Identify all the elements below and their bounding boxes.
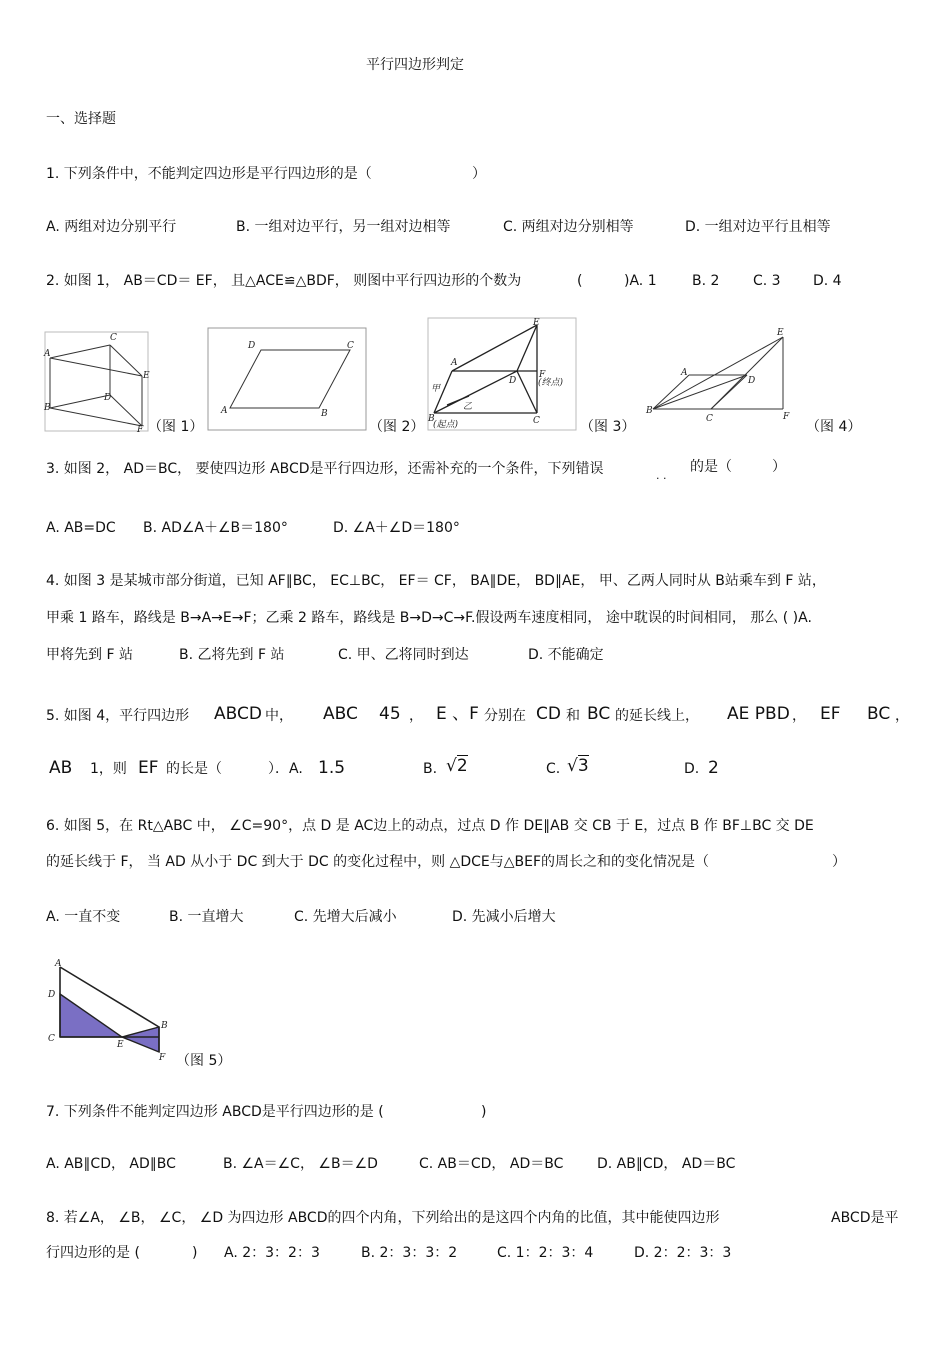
figure-3-caption: （图 3）: [580, 419, 636, 435]
q7-option-a: A. AB∥CD， AD∥BC: [46, 1156, 176, 1172]
q8-close-paren: ): [192, 1245, 198, 1261]
q5-option-b-value: √2: [446, 756, 468, 776]
figure-3: [427, 317, 579, 432]
q5-points-ef: E 、F: [436, 704, 479, 724]
q8-line-1: 8. 若∠A， ∠B， ∠C， ∠D 为四边形 ABCD的四个内角，下列给出的是这四个内角的比值，其中能使四边形: [46, 1210, 720, 1226]
q5-stem-part3: 分别在: [484, 708, 526, 724]
fig4-label-b: B: [646, 406, 653, 416]
q2-option-b: B. 2: [692, 273, 720, 289]
section-heading: 一、选择题: [46, 111, 116, 127]
q7-option-b: B. ∠A＝∠C， ∠B＝∠D: [223, 1156, 378, 1172]
q2-option-d: D. 4: [813, 273, 842, 289]
q1-stem: 1. 下列条件中，不能判定四边形是平行四边形的是（: [46, 166, 372, 182]
q3-close-paren: ）: [772, 459, 786, 475]
q5-angle-abc: ABC: [323, 704, 358, 724]
fig3-label-b: B: [428, 414, 435, 424]
q1-option-a: A. 两组对边分别平行: [46, 219, 177, 235]
figure-2: [207, 326, 369, 432]
fig4-label-d: D: [748, 376, 756, 386]
q3-stem-tail: 的是（: [690, 459, 732, 475]
fig3-label-f: F: [539, 370, 546, 380]
fig2-label-b: B: [321, 409, 328, 419]
q8-option-b: B. 2：3：3：2: [361, 1245, 458, 1261]
fig1-label-e: E: [143, 371, 150, 381]
q1-option-b: B. 一组对边平行，另一组对边相等: [236, 219, 451, 235]
fig3-label-yi: 乙: [463, 402, 473, 412]
q7-stem: 7. 下列条件不能判定四边形 ABCD是平行四边形的是 (: [46, 1104, 384, 1120]
q5-stem-part2: 中，: [265, 708, 293, 724]
q4-line-1: 4. 如图 3 是某城市部分街道，已知 AF∥BC， EC⊥BC， EF＝ CF， BA∥DE， BD∥AE， 甲、乙两人同时从 B站乘车到 F 站，: [46, 573, 826, 589]
fig3-label-jia: 甲: [431, 384, 441, 394]
fig1-label-f: F: [137, 425, 144, 433]
q8-option-c: C. 1：2：3：4: [497, 1245, 594, 1261]
q6-option-d: D. 先减小后增大: [452, 909, 556, 925]
figure-5-caption: （图 5）: [176, 1053, 232, 1069]
fig2-label-d: D: [248, 341, 256, 351]
q6-option-a: A. 一直不变: [46, 909, 121, 925]
q5-comma-3: ，: [895, 708, 909, 724]
q8-option-a: A. 2：3：2：3: [224, 1245, 320, 1261]
q7-option-c: C. AB＝CD， AD＝BC: [419, 1156, 564, 1172]
q6-option-b: B. 一直增大: [169, 909, 244, 925]
q3-option-a: A. AB=DC: [46, 520, 116, 536]
q4-option-c: C. 甲、乙将同时到达: [338, 647, 469, 663]
q5-option-c-radicand: 3: [577, 756, 589, 776]
fig1-label-d: D: [104, 393, 112, 403]
q5-line-bc: BC: [587, 704, 611, 724]
fig3-label-e: E: [533, 318, 540, 328]
figure-4: [644, 325, 802, 425]
q3-stem: 3. 如图 2， AD＝BC， 要使四边形 ABCD是平行四边形，还需补充的一个条件，下列错误: [46, 461, 604, 477]
fig3-label-a: A: [451, 358, 458, 368]
q5-ab-value: 1，则: [90, 761, 127, 777]
fig5-label-c: C: [48, 1034, 55, 1044]
q6-option-c: C. 先增大后减小: [294, 909, 397, 925]
fig4-label-a: A: [681, 368, 688, 378]
q1-option-d: D. 一组对边平行且相等: [685, 219, 831, 235]
fig4-label-e: E: [777, 328, 784, 338]
page-title: 平行四边形判定: [366, 57, 464, 73]
q5-ae-parallel-bd: AE PBD: [727, 704, 790, 724]
q5-option-a-value: 1.5: [318, 758, 346, 778]
fig5-label-d: D: [48, 990, 56, 1000]
fig4-label-c: C: [706, 414, 713, 424]
fig5-label-f: F: [159, 1053, 166, 1061]
q5-line-cd: CD: [536, 704, 561, 724]
q5-option-d-label: D.: [684, 761, 700, 777]
q8-option-d: D. 2：2：3：3: [634, 1245, 732, 1261]
fig2-label-a: A: [221, 406, 228, 416]
q5-ab: AB: [49, 758, 73, 778]
fig5-label-a: A: [55, 959, 62, 969]
figure-5-triangle-bef: [122, 1027, 159, 1052]
fig2-label-c: C: [347, 341, 354, 351]
q6-line-1: 6. 如图 5，在 Rt△ABC 中， ∠C=90°，点 D 是 AC边上的动点，过点 D 作 DE∥AB 交 CB 于 E，过点 B 作 BF⊥BC 交 DE: [46, 818, 814, 834]
fig3-label-d: D: [509, 376, 517, 386]
q5-option-b-radicand: 2: [456, 756, 468, 776]
q1-close-paren: ）: [472, 166, 486, 182]
q3-emphasis-dots: . .: [656, 469, 667, 482]
fig4-label-f: F: [783, 412, 790, 422]
q5-ef-perp: EF: [820, 704, 841, 724]
q4-option-b: B. 乙将先到 F 站: [179, 647, 285, 663]
fig3-label-end: (终点): [538, 378, 564, 388]
q5-stem-part4: 的延长线上，: [615, 708, 699, 724]
q4-option-d: D. 不能确定: [528, 647, 604, 663]
q5-comma-2: ，: [792, 708, 806, 724]
q5-option-c-label: C.: [546, 761, 561, 777]
q8-line-2: 行四边形的是 (: [46, 1245, 140, 1261]
q8-line-1-end: ABCD是平: [831, 1210, 899, 1226]
q5-stem-part6: ）．A.: [268, 761, 303, 777]
q5-comma-1: ，: [409, 708, 423, 724]
q4-option-a: 甲将先到 F 站: [46, 647, 133, 663]
figure-2-frame: [208, 328, 366, 430]
q7-option-d: D. AB∥CD， AD＝BC: [597, 1156, 736, 1172]
q5-angle-value: 45: [379, 704, 401, 724]
q3-option-b: B. AD∠A＋∠B＝180°: [143, 520, 288, 536]
figure-5-triangle-dce: [60, 994, 122, 1037]
q2-stem: 2. 如图 1， AB＝CD＝ EF， 且△ACE≌△BDF， 则图中平行四边形的个数为: [46, 273, 522, 289]
fig1-label-b: B: [44, 403, 51, 413]
q5-option-d-value: 2: [708, 758, 719, 778]
q2-option-c: C. 3: [753, 273, 781, 289]
fig3-label-start: (起点): [433, 420, 459, 430]
q5-option-c-value: √3: [567, 756, 589, 776]
fig5-label-e: E: [117, 1040, 124, 1050]
fig1-label-a: A: [44, 349, 51, 359]
q6-close-paren: ）: [832, 854, 846, 870]
q6-line-2: 的延长线于 F， 当 AD 从小于 DC 到大于 DC 的变化过程中，则 △DCE与△BEF的周长之和的变化情况是（: [46, 854, 710, 870]
q2-open-paren: (: [577, 273, 583, 289]
q5-option-b-label: B.: [423, 761, 438, 777]
figure-4-caption: （图 4）: [806, 419, 862, 435]
fig3-label-c: C: [533, 416, 540, 426]
q2-option-a: )A. 1: [624, 273, 657, 289]
figure-1-caption: （图 1）: [148, 419, 204, 435]
fig5-label-b: B: [161, 1021, 168, 1031]
q5-ef-ask: EF: [138, 758, 159, 778]
q5-and: 和: [566, 708, 580, 724]
q5-bc-perp: BC: [867, 704, 891, 724]
q5-stem-part1: 5. 如图 4，平行四边形: [46, 708, 190, 724]
q1-option-c: C. 两组对边分别相等: [503, 219, 634, 235]
fig1-label-c: C: [110, 333, 117, 343]
figure-1: [42, 328, 152, 433]
figure-2-caption: （图 2）: [369, 419, 425, 435]
q4-line-2: 甲乘 1 路车，路线是 B→A→E→F；乙乘 2 路车，路线是 B→D→C→F.假设两车速度相同， 途中耽误的时间相同， 那么 ( )A.: [46, 610, 812, 626]
q7-close-paren: ): [481, 1104, 487, 1120]
q5-stem-part5: 的长是（: [166, 761, 222, 777]
q5-abcd: ABCD: [214, 704, 262, 724]
figure-5: [42, 957, 176, 1061]
q3-option-d: D. ∠A＋∠D＝180°: [333, 520, 460, 536]
figure-2-parallelogram: [230, 350, 350, 408]
